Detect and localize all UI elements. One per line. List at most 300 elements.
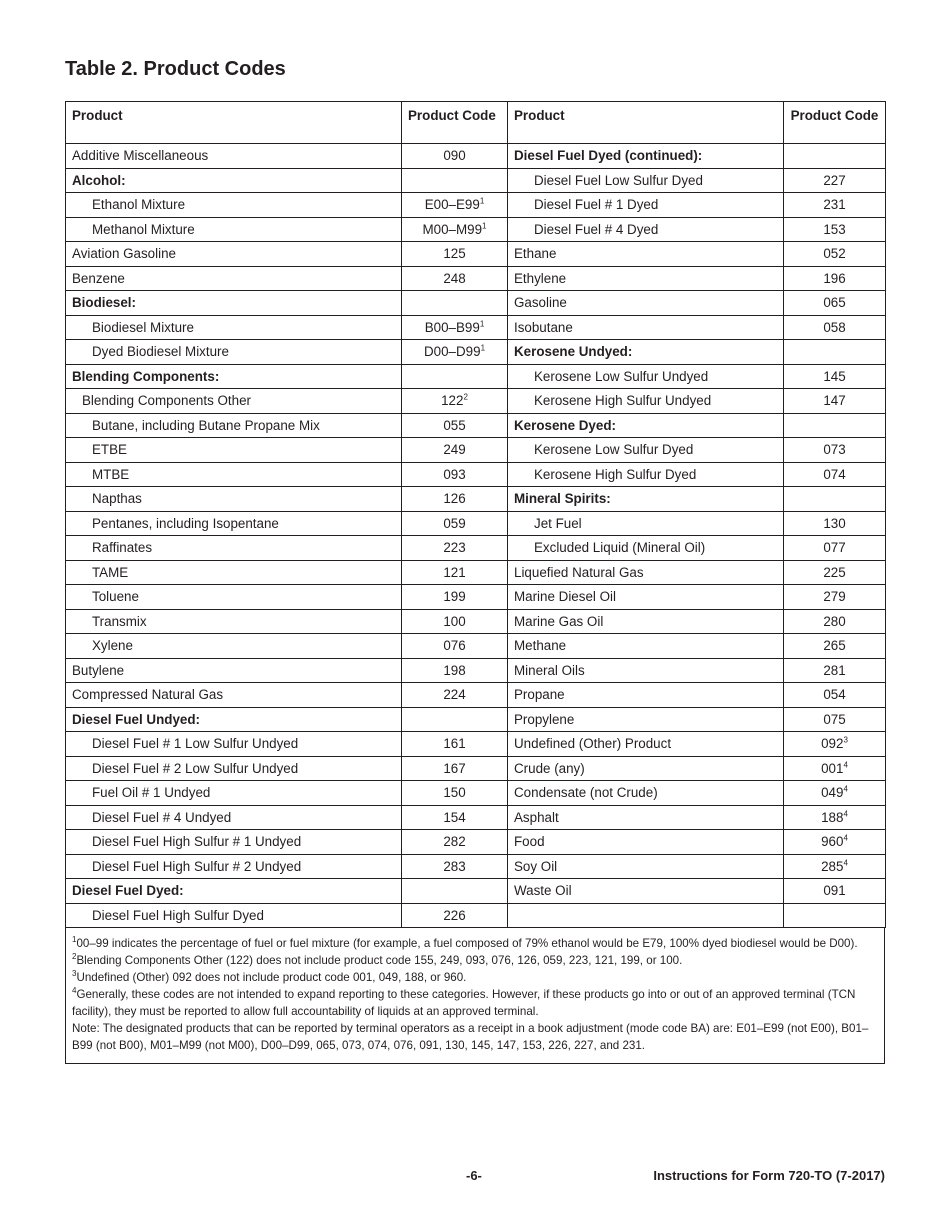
product-name-right [508, 511, 784, 536]
product-code-right-text: 188 [821, 809, 844, 825]
table-row [66, 462, 886, 487]
product-name-right [508, 707, 784, 732]
product-code-left [402, 781, 508, 806]
product-name-right-text: Kerosene Low Sulfur Undyed [534, 368, 709, 384]
product-name-left [66, 634, 402, 659]
product-name-right [508, 585, 784, 610]
product-name-right [508, 830, 784, 855]
table-row [66, 560, 886, 585]
product-name-left [66, 732, 402, 757]
footnote-text: Generally, these codes are not intended to expand reporting to these categories. However, if these products go into or out of an approved terminal (TCN facility), they must be reported to allow full accountability of liquids at an approved terminal. [72, 988, 856, 1018]
product-name-left-text: Blending Components Other [82, 393, 251, 409]
table-header-row [66, 102, 886, 144]
product-name-right-text: Methane [514, 638, 567, 654]
product-code-right-footnote-ref: 4 [843, 833, 848, 843]
product-code-right-text: 077 [823, 540, 846, 556]
product-code-right [784, 340, 886, 365]
product-code-right [784, 854, 886, 879]
footnote [72, 1020, 878, 1054]
product-code-left [402, 683, 508, 708]
product-code-left [402, 854, 508, 879]
product-name-left-text: Benzene [72, 270, 125, 286]
product-code-right-text: 074 [823, 466, 846, 482]
table-row [66, 242, 886, 267]
product-code-left [402, 903, 508, 928]
footnote-text: Blending Components Other (122) does not include product code 155, 249, 093, 076, 126, 059, 223, 121, 199, or 100. [76, 954, 683, 967]
product-code-left-text: 248 [443, 270, 466, 286]
footnote-number: 1 [72, 935, 77, 945]
product-name-right [508, 242, 784, 267]
table-row [66, 340, 886, 365]
product-code-right-text: 285 [821, 858, 844, 874]
product-code-right-text: 281 [823, 662, 846, 678]
product-code-right [784, 585, 886, 610]
product-code-left-text: 283 [443, 858, 466, 874]
product-name-right [508, 536, 784, 561]
product-code-right-text: 130 [823, 515, 846, 531]
product-name-right [508, 364, 784, 389]
product-code-right [784, 536, 886, 561]
product-code-left-text: 093 [443, 466, 466, 482]
product-codes-table [65, 101, 886, 928]
footnote-number: 2 [72, 952, 77, 962]
product-name-left [66, 756, 402, 781]
product-code-left [402, 536, 508, 561]
product-code-right [784, 462, 886, 487]
product-name-left [66, 340, 402, 365]
product-code-right-text: 145 [823, 368, 846, 384]
product-code-left [402, 389, 508, 414]
product-code-right-text: 092 [821, 736, 844, 752]
product-code-right-footnote-ref: 3 [843, 735, 848, 745]
product-code-left [402, 658, 508, 683]
table-row [66, 315, 886, 340]
product-code-left-text: 199 [443, 589, 466, 605]
product-name-right-text: Diesel Fuel # 1 Dyed [534, 197, 659, 213]
product-code-right-text: 054 [823, 687, 846, 703]
product-name-left-text: Methanol Mixture [92, 221, 195, 237]
product-name-left-text: Raffinates [92, 540, 153, 556]
product-code-left-text: 282 [443, 834, 466, 850]
product-name-left [66, 193, 402, 218]
product-code-left [402, 585, 508, 610]
table-row [66, 683, 886, 708]
product-name-right-text: Diesel Fuel Low Sulfur Dyed [534, 172, 703, 188]
product-name-right [508, 756, 784, 781]
product-name-right-text: Propylene [514, 711, 575, 727]
product-code-right-text: 231 [823, 197, 846, 213]
product-name-left [66, 511, 402, 536]
table-row [66, 266, 886, 291]
table-row [66, 487, 886, 512]
product-code-right-text: 147 [823, 393, 846, 409]
product-name-right-text: Liquefied Natural Gas [514, 564, 644, 580]
product-code-left-text: 055 [443, 417, 466, 433]
product-name-right-text: Kerosene Dyed: [514, 417, 616, 433]
product-code-right [784, 879, 886, 904]
product-code-right-text: 960 [821, 834, 844, 850]
table-body [66, 144, 886, 928]
product-name-left [66, 266, 402, 291]
product-name-left-text: Diesel Fuel Dyed: [72, 883, 184, 899]
product-name-right-text: Waste Oil [514, 883, 572, 899]
product-name-right-text: Mineral Spirits: [514, 491, 611, 507]
product-code-right [784, 511, 886, 536]
product-name-left [66, 217, 402, 242]
product-code-right [784, 364, 886, 389]
product-code-left-text: 224 [443, 687, 466, 703]
page-number: -6- [466, 1168, 482, 1183]
product-code-left [402, 242, 508, 267]
product-code-left [402, 707, 508, 732]
product-code-left [402, 805, 508, 830]
product-code-right [784, 217, 886, 242]
product-code-left-text: 125 [443, 246, 466, 262]
table-row [66, 536, 886, 561]
product-code-right-text: 052 [823, 246, 846, 262]
product-code-right-text: 153 [823, 221, 846, 237]
product-name-right-text: Gasoline [514, 295, 567, 311]
product-name-right-text: Kerosene High Sulfur Undyed [534, 393, 712, 409]
product-code-right-text: 075 [823, 711, 846, 727]
product-code-right [784, 707, 886, 732]
product-code-left [402, 413, 508, 438]
product-name-right [508, 217, 784, 242]
table-row [66, 144, 886, 169]
product-name-left-text: Dyed Biodiesel Mixture [92, 344, 229, 360]
table-row [66, 511, 886, 536]
product-name-right-text: Crude (any) [514, 760, 585, 776]
product-code-left [402, 487, 508, 512]
product-name-left [66, 242, 402, 267]
product-code-right [784, 291, 886, 316]
product-code-right [784, 683, 886, 708]
product-name-right [508, 732, 784, 757]
product-name-left-text: Diesel Fuel # 1 Low Sulfur Undyed [92, 736, 299, 752]
product-code-left [402, 340, 508, 365]
table-row [66, 389, 886, 414]
table-row [66, 168, 886, 193]
product-name-left-text: ETBE [92, 442, 127, 458]
product-name-left-text: Napthas [92, 491, 142, 507]
product-code-left [402, 732, 508, 757]
table-row [66, 438, 886, 463]
product-code-right-text: 227 [823, 172, 846, 188]
product-code-right [784, 266, 886, 291]
table-row [66, 291, 886, 316]
product-name-left-text: Butylene [72, 662, 125, 678]
product-code-left-text: 150 [443, 785, 466, 801]
product-name-left-text: TAME [92, 564, 129, 580]
product-name-left [66, 560, 402, 585]
product-code-left-text: E00–E99 [424, 197, 480, 213]
product-name-right [508, 487, 784, 512]
product-code-right [784, 903, 886, 928]
product-name-left [66, 683, 402, 708]
header-code-left: Product Code [402, 102, 508, 144]
product-code-left-text: 059 [443, 515, 466, 531]
product-name-right [508, 805, 784, 830]
table-row [66, 217, 886, 242]
product-code-right [784, 609, 886, 634]
product-name-right-text: Marine Gas Oil [514, 613, 604, 629]
table-row [66, 658, 886, 683]
footnote [72, 952, 878, 969]
product-name-right [508, 168, 784, 193]
product-code-left-text: 249 [443, 442, 466, 458]
product-code-right [784, 658, 886, 683]
table-row [66, 903, 886, 928]
footnote [72, 986, 878, 1020]
product-code-left-text: 076 [443, 638, 466, 654]
footnote [72, 935, 878, 952]
product-name-left-text: Alcohol: [72, 172, 126, 188]
product-name-right [508, 144, 784, 169]
table-row [66, 634, 886, 659]
product-code-left-footnote-ref: 2 [463, 392, 468, 402]
table-row [66, 756, 886, 781]
product-name-left [66, 536, 402, 561]
form-reference: Instructions for Form 720-TO (7-2017) [653, 1168, 885, 1183]
product-code-left-text: 090 [443, 148, 466, 164]
product-name-right [508, 683, 784, 708]
product-name-right [508, 266, 784, 291]
product-code-right [784, 413, 886, 438]
product-code-left-text: 167 [443, 760, 466, 776]
table-row [66, 805, 886, 830]
table-row [66, 364, 886, 389]
product-name-right [508, 781, 784, 806]
product-code-left-text: 122 [441, 393, 464, 409]
product-code-left-text: 100 [443, 613, 466, 629]
product-code-left-text: 154 [443, 809, 466, 825]
product-name-right-text: Excluded Liquid (Mineral Oil) [534, 540, 706, 556]
product-name-right [508, 389, 784, 414]
product-name-right [508, 340, 784, 365]
product-code-right-text: 049 [821, 785, 844, 801]
product-code-right [784, 438, 886, 463]
product-code-left [402, 144, 508, 169]
table-row [66, 781, 886, 806]
product-name-right [508, 413, 784, 438]
product-code-left [402, 879, 508, 904]
product-code-right-text: 065 [823, 295, 846, 311]
product-code-left [402, 756, 508, 781]
product-code-right-text: 091 [823, 883, 846, 899]
product-name-right-text: Undefined (Other) Product [514, 736, 672, 752]
product-code-right-text: 279 [823, 589, 846, 605]
table-row [66, 732, 886, 757]
product-code-left [402, 438, 508, 463]
product-name-right-text: Condensate (not Crude) [514, 785, 658, 801]
table-row [66, 854, 886, 879]
table-row [66, 193, 886, 218]
product-name-right-text: Kerosene Low Sulfur Dyed [534, 442, 694, 458]
product-code-right [784, 634, 886, 659]
header-code-right: Product Code [784, 102, 886, 144]
footnote-number: 4 [72, 986, 77, 996]
product-code-right [784, 756, 886, 781]
product-code-left-text: 161 [443, 736, 466, 752]
table-row [66, 585, 886, 610]
product-name-right [508, 560, 784, 585]
product-name-left-text: Diesel Fuel High Sulfur # 1 Undyed [92, 834, 302, 850]
product-name-left [66, 585, 402, 610]
product-code-right-footnote-ref: 4 [843, 858, 848, 868]
product-code-right [784, 389, 886, 414]
product-name-left [66, 144, 402, 169]
product-name-right [508, 462, 784, 487]
product-name-left [66, 315, 402, 340]
product-code-left [402, 634, 508, 659]
product-code-right [784, 781, 886, 806]
product-code-right [784, 732, 886, 757]
product-code-left [402, 364, 508, 389]
product-code-right-text: 058 [823, 319, 846, 335]
product-code-left-footnote-ref: 1 [482, 221, 487, 231]
product-name-right-text: Kerosene Undyed: [514, 344, 633, 360]
product-code-left-text: 121 [443, 564, 466, 580]
product-name-right-text: Marine Diesel Oil [514, 589, 616, 605]
product-name-left [66, 903, 402, 928]
product-code-left [402, 609, 508, 634]
product-name-right [508, 854, 784, 879]
product-name-right [508, 291, 784, 316]
footnote-number: 3 [72, 969, 77, 979]
product-name-right-text: Diesel Fuel Dyed (continued): [514, 148, 703, 164]
product-name-right-text: Asphalt [514, 809, 559, 825]
product-code-left-text: D00–D99 [423, 344, 481, 360]
product-name-left [66, 168, 402, 193]
product-code-left [402, 168, 508, 193]
product-code-left-footnote-ref: 1 [479, 196, 485, 206]
product-code-right-text: 225 [823, 564, 846, 580]
product-name-left-text: Diesel Fuel # 4 Undyed [92, 809, 232, 825]
product-code-right [784, 805, 886, 830]
footnote-text: Undefined (Other) 092 does not include product code 001, 049, 188, or 960. [76, 971, 467, 984]
product-name-left-text: Compressed Natural Gas [72, 687, 224, 703]
product-code-right-text: 001 [821, 760, 844, 776]
footnote [72, 969, 878, 986]
product-name-right-text: Ethane [514, 246, 557, 262]
product-name-left [66, 291, 402, 316]
product-name-right [508, 634, 784, 659]
product-code-left-text: B00–B99 [424, 319, 480, 335]
product-code-right [784, 144, 886, 169]
product-code-right-text: 280 [823, 613, 846, 629]
product-name-left-text: Pentanes, including Isopentane [92, 515, 279, 531]
product-name-right [508, 315, 784, 340]
product-name-left [66, 879, 402, 904]
product-code-left-text: M00–M99 [422, 221, 483, 237]
footnote-text: Note: The designated products that can be reported by terminal operators as a receipt in a book adjustment (mode code BA) are: E01–E99 (not E00), B01–B99 (not B00), M01–M99 (not M00), D00–D99, 065, 073, 074, 076, 091, 130, 145, 147, 153, 226, 227, and 231. [72, 1022, 869, 1052]
product-name-left [66, 854, 402, 879]
product-code-right [784, 830, 886, 855]
product-name-right-text: Jet Fuel [534, 515, 582, 531]
table-row [66, 879, 886, 904]
product-code-right [784, 242, 886, 267]
product-name-left [66, 487, 402, 512]
table-row [66, 413, 886, 438]
product-code-left-footnote-ref: 1 [479, 319, 485, 329]
product-code-right-footnote-ref: 4 [843, 760, 848, 770]
product-name-right-text: Diesel Fuel # 4 Dyed [534, 221, 659, 237]
product-name-left-text: Diesel Fuel # 2 Low Sulfur Undyed [92, 760, 299, 776]
product-name-left [66, 462, 402, 487]
table-row [66, 707, 886, 732]
product-name-left-text: Fuel Oil # 1 Undyed [92, 785, 211, 801]
product-name-left [66, 364, 402, 389]
product-name-left-text: Diesel Fuel High Sulfur Dyed [92, 907, 264, 923]
product-name-left [66, 781, 402, 806]
product-name-right-text: Mineral Oils [514, 662, 585, 678]
product-name-right [508, 903, 784, 928]
product-name-left [66, 413, 402, 438]
product-name-right-text: Isobutane [514, 319, 573, 335]
product-name-left-text: Transmix [92, 613, 147, 629]
product-name-right-text: Propane [514, 687, 565, 703]
product-code-left [402, 560, 508, 585]
product-codes-table-container [65, 101, 885, 1064]
product-name-right [508, 193, 784, 218]
product-code-right [784, 560, 886, 585]
product-name-right-text: Ethylene [514, 270, 567, 286]
product-name-left-text: Xylene [92, 638, 133, 654]
product-code-right [784, 315, 886, 340]
product-name-right-text: Food [514, 834, 545, 850]
footnote-text: 00–99 indicates the percentage of fuel or fuel mixture (for example, a fuel composed of 79% ethanol would be E79, 100% dyed biodiesel would be D00). [76, 937, 858, 950]
product-name-left-text: MTBE [92, 466, 130, 482]
product-name-left-text: Diesel Fuel High Sulfur # 2 Undyed [92, 858, 302, 874]
product-name-right [508, 609, 784, 634]
product-name-left [66, 830, 402, 855]
product-code-left [402, 462, 508, 487]
product-name-left-text: Toluene [92, 589, 139, 605]
product-name-left [66, 609, 402, 634]
product-name-right-text: Soy Oil [514, 858, 558, 874]
product-name-right [508, 879, 784, 904]
product-code-left-footnote-ref: 1 [480, 343, 486, 353]
product-name-left-text: Biodiesel: [72, 295, 136, 311]
product-name-left-text: Diesel Fuel Undyed: [72, 711, 200, 727]
product-code-right-footnote-ref: 4 [843, 809, 848, 819]
product-code-left [402, 291, 508, 316]
product-code-left-text: 198 [443, 662, 466, 678]
product-code-left [402, 315, 508, 340]
product-code-left-text: 223 [443, 540, 466, 556]
product-code-left [402, 266, 508, 291]
header-product-left: Product [66, 102, 402, 144]
product-name-left-text: Additive Miscellaneous [72, 148, 209, 164]
product-code-right-text: 073 [823, 442, 846, 458]
product-code-left [402, 511, 508, 536]
product-code-right [784, 168, 886, 193]
product-name-right-text: Kerosene High Sulfur Dyed [534, 466, 697, 482]
product-name-right [508, 438, 784, 463]
table-row [66, 830, 886, 855]
product-name-left [66, 438, 402, 463]
product-code-left-text: 126 [443, 491, 466, 507]
product-code-left [402, 830, 508, 855]
product-name-left [66, 658, 402, 683]
product-name-left [66, 805, 402, 830]
product-name-left-text: Butane, including Butane Propane Mix [92, 417, 320, 433]
header-product-right: Product [508, 102, 784, 144]
product-name-left [66, 707, 402, 732]
product-name-left-text: Biodiesel Mixture [92, 319, 194, 335]
product-name-left-text: Blending Components: [72, 368, 220, 384]
product-code-left-text: 226 [443, 907, 466, 923]
